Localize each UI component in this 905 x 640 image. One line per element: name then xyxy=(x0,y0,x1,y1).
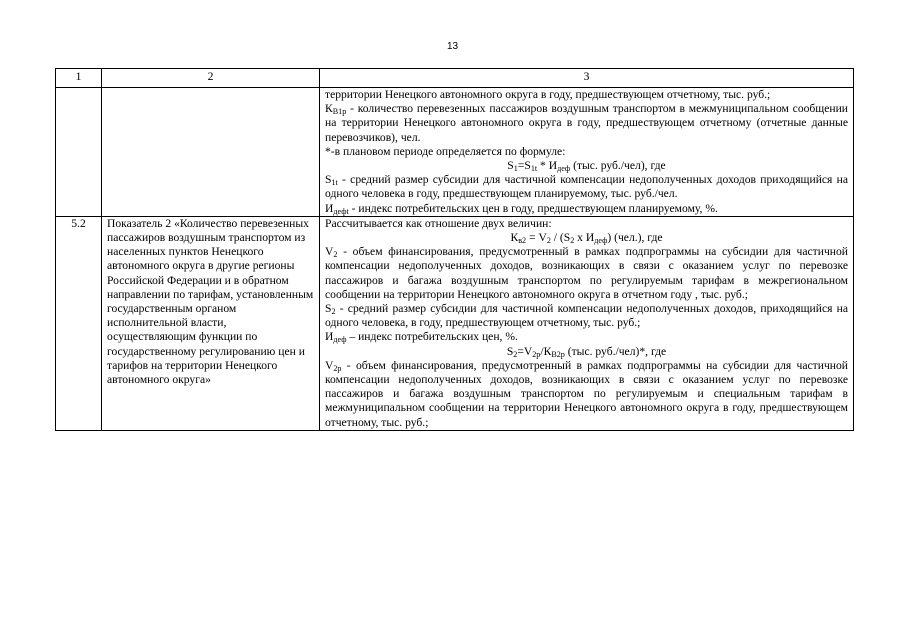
formula: $S_2=V_{2р}/К_{В2р}$ (тыс. руб./чел)*, где xyxy=(506,344,667,359)
formula: $К_{в2} = V_2 / (S_2$ х $И_{деф}$) (чел.), где xyxy=(510,231,663,246)
paragraph: Рассчитывается как отношение двух величин: xyxy=(325,216,552,230)
row2-number-cell: 5.2 xyxy=(56,216,102,430)
indicator-table xyxy=(55,68,854,431)
paragraph: $И_{деф}$ – индекс потребительских цен, %. xyxy=(325,330,518,345)
row2-description-cell: Показатель 2 «Количество перевезенных пассажиров воздушным транспортом из населенных пунктов Ненецкого автономного округа в другие регионы Российской Федерации и в обратном направлении по тарифам, установленным государственным органом исполнительной власти, осуществляющим функции по государственному регулированию цен и тарифов на территории Ненецкого автономного округа» xyxy=(102,216,320,430)
paragraph: территории Ненецкого автономного округа в году, предшествующем отчетному, тыс. руб.; xyxy=(325,88,771,101)
paragraph: $К_{В1р}$ - количество перевезенных пассажиров воздушным транспортом в межмуниципальном сообщении на территории Ненецкого автономного округа в году, предшествующем отчетному (отчетные данные перевозчиков), чел. xyxy=(325,102,848,144)
header-col-1: 1 xyxy=(56,69,102,88)
paragraph: $V_{2р}$ - объем финансирования, предусмотренный в рамках подпрограммы на субсидии для частичной компенсации недополученных доходов, возникающих в связи с оказанием услуг по перевозке пассажиров и багажа воздушным транспортом по регулируемым и специальным тарифам в межмуниципальном сообщении на территории Ненецкого автономного округа в году, предшествующем отчетному, тыс. руб.; xyxy=(325,358,848,429)
header-col-3: 3 xyxy=(320,69,854,88)
row1-number-cell xyxy=(56,88,102,217)
table-header-row xyxy=(56,69,854,88)
paragraph: $И_{дефt}$ - индекс потребительских цен в году, предшествующем планируемому, %. xyxy=(325,201,718,216)
paragraph: $S_2$ - средний размер субсидии для частичной компенсации недополученных доходов, приходящийся на одного человека, в году, предшествующем отчетному, тыс. руб.; xyxy=(325,302,848,330)
row1-description-cell xyxy=(102,88,320,217)
paragraph: $S_{1t}$ - средний размер субсидии для частичной компенсации недополученных доходов приходящийся на одного человека в году, предшествующем планируемому, тыс. руб./чел. xyxy=(325,173,848,201)
paragraph: *-в плановом периоде определяется по формуле: xyxy=(325,144,566,158)
row1-formula-cell xyxy=(320,88,854,217)
row2-formula-cell xyxy=(320,216,854,430)
header-col-2: 2 xyxy=(102,69,320,88)
paragraph: $V_2$ - объем финансирования, предусмотренный в рамках подпрограммы на субсидии для частичной компенсации недополученных доходов, возникающих в связи с оказанием услуг по перевозке пассажиров и багажа воздушным транспортом по регулируемым тарифам в межрегиональном сообщении на территории Ненецкого автономного округа в отчетном году , тыс. руб.; xyxy=(325,245,848,301)
page-number: 13 xyxy=(446,41,459,52)
table-row xyxy=(56,216,854,430)
formula: $S_1=S_{1t} * И_{деф}$ (тыс. руб./чел), где xyxy=(507,159,666,174)
table-row xyxy=(56,88,854,217)
